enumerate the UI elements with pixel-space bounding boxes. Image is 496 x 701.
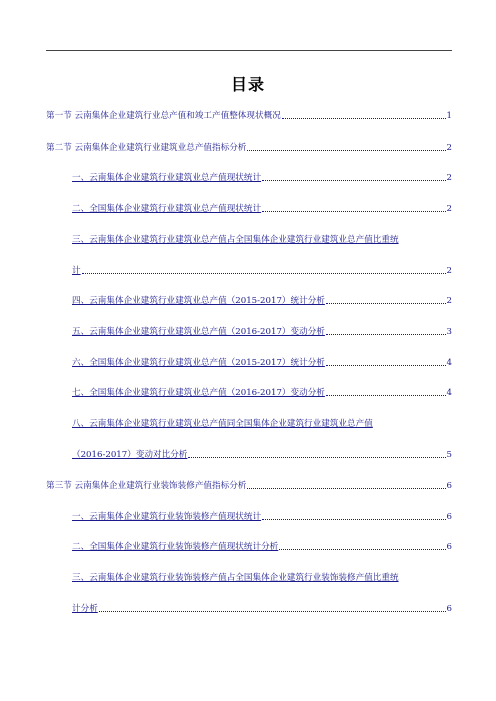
toc-entry-text-line1: 三、云南集体企业建筑行业装饰装修产值占全国集体企业建筑行业装饰装修产值比重统 xyxy=(72,573,399,583)
toc-page-number: 5 xyxy=(446,450,452,460)
toc-entry-text-line2: （2016-2017）变动对比分析 xyxy=(72,450,188,460)
leader-dots xyxy=(326,364,446,366)
toc-entry-3-1[interactable] xyxy=(46,511,452,523)
toc-entry-text: 一、云南集体企业建筑行业建筑业总产值现状统计 xyxy=(72,173,262,183)
toc-entry-3-3[interactable] xyxy=(46,572,452,584)
toc-entry-section-2[interactable] xyxy=(46,142,452,154)
toc-page-number: 2 xyxy=(446,143,452,153)
toc-entry-3-3-cont[interactable] xyxy=(72,603,452,615)
toc-entry-2-6[interactable] xyxy=(46,357,452,369)
leader-dots xyxy=(247,487,445,489)
header-rule xyxy=(46,50,452,51)
leader-dots xyxy=(282,117,446,119)
toc-page-number: 4 xyxy=(446,388,452,398)
toc-entry-2-5[interactable] xyxy=(46,326,452,338)
toc-entry-text-line2: 计 xyxy=(72,266,81,276)
toc-entry-text: 四、云南集体企业建筑行业建筑业总产值（2015-2017）统计分析 xyxy=(72,296,325,306)
toc-page-number: 2 xyxy=(446,173,452,183)
toc-entry-2-4[interactable] xyxy=(46,295,452,307)
toc-page-number: 6 xyxy=(446,481,452,491)
toc-page-number: 2 xyxy=(446,204,452,214)
toc-entry-2-2[interactable] xyxy=(46,203,452,215)
leader-dots xyxy=(99,610,446,612)
toc-entry-text-line1: 八、云南集体企业建筑行业建筑业总产值同全国集体企业建筑行业建筑业总产值 xyxy=(72,419,373,429)
toc-entry-text: 第三节 云南集体企业建筑行业装饰装修产值指标分析 xyxy=(46,481,247,491)
toc-page-number: 1 xyxy=(446,111,452,121)
toc-entry-text-line1: 三、云南集体企业建筑行业建筑业总产值占全国集体企业建筑行业建筑业总产值比重统 xyxy=(72,235,399,245)
toc-entry-text: 五、云南集体企业建筑行业建筑业总产值（2016-2017）变动分析 xyxy=(72,327,325,337)
leader-dots xyxy=(326,302,446,304)
toc-page-number: 3 xyxy=(446,327,452,337)
toc-entry-section-3[interactable] xyxy=(46,480,452,492)
page-title: 目录 xyxy=(230,75,265,94)
toc-page-number: 2 xyxy=(446,296,452,306)
toc-entry-2-3-cont[interactable] xyxy=(72,265,452,277)
toc-entry-text: 七、全国集体企业建筑行业建筑业总产值（2016-2017）变动分析 xyxy=(72,388,325,398)
toc-entry-text: 二、全国集体企业建筑行业装饰装修产值现状统计分析 xyxy=(72,542,279,552)
toc-entry-3-2[interactable] xyxy=(46,541,452,553)
toc-entry-2-8-cont[interactable] xyxy=(72,449,452,461)
leader-dots xyxy=(188,456,445,458)
leader-dots xyxy=(262,179,445,181)
toc-page-number: 6 xyxy=(446,542,452,552)
toc-entry-2-8[interactable] xyxy=(46,418,452,430)
leader-dots xyxy=(262,518,445,520)
leader-dots xyxy=(326,394,446,396)
leader-dots xyxy=(82,272,446,274)
toc-page-number: 6 xyxy=(446,604,452,614)
toc-entry-2-1[interactable] xyxy=(46,172,452,184)
toc-entry-text: 二、全国集体企业建筑行业建筑业总产值现状统计 xyxy=(72,204,262,214)
leader-dots xyxy=(326,333,446,335)
leader-dots xyxy=(279,548,445,550)
toc-entry-text: 六、全国集体企业建筑行业建筑业总产值（2015-2017）统计分析 xyxy=(72,358,325,368)
toc-page-number: 2 xyxy=(446,266,452,276)
toc-entry-text-line2: 计分析 xyxy=(72,604,98,614)
toc-entry-text: 第二节 云南集体企业建筑行业建筑业总产值指标分析 xyxy=(46,143,247,153)
toc-entry-text: 第一节 云南集体企业建筑行业总产值和竣工产值整体现状概况 xyxy=(46,111,281,121)
toc-entry-text: 一、云南集体企业建筑行业装饰装修产值现状统计 xyxy=(72,512,262,522)
toc-page-number: 6 xyxy=(446,512,452,522)
toc-entry-2-3[interactable] xyxy=(46,234,452,246)
toc-entry-2-7[interactable] xyxy=(46,387,452,399)
toc-entry-section-1[interactable] xyxy=(46,110,452,122)
leader-dots xyxy=(262,210,445,212)
toc-page-number: 4 xyxy=(446,358,452,368)
leader-dots xyxy=(247,149,445,151)
